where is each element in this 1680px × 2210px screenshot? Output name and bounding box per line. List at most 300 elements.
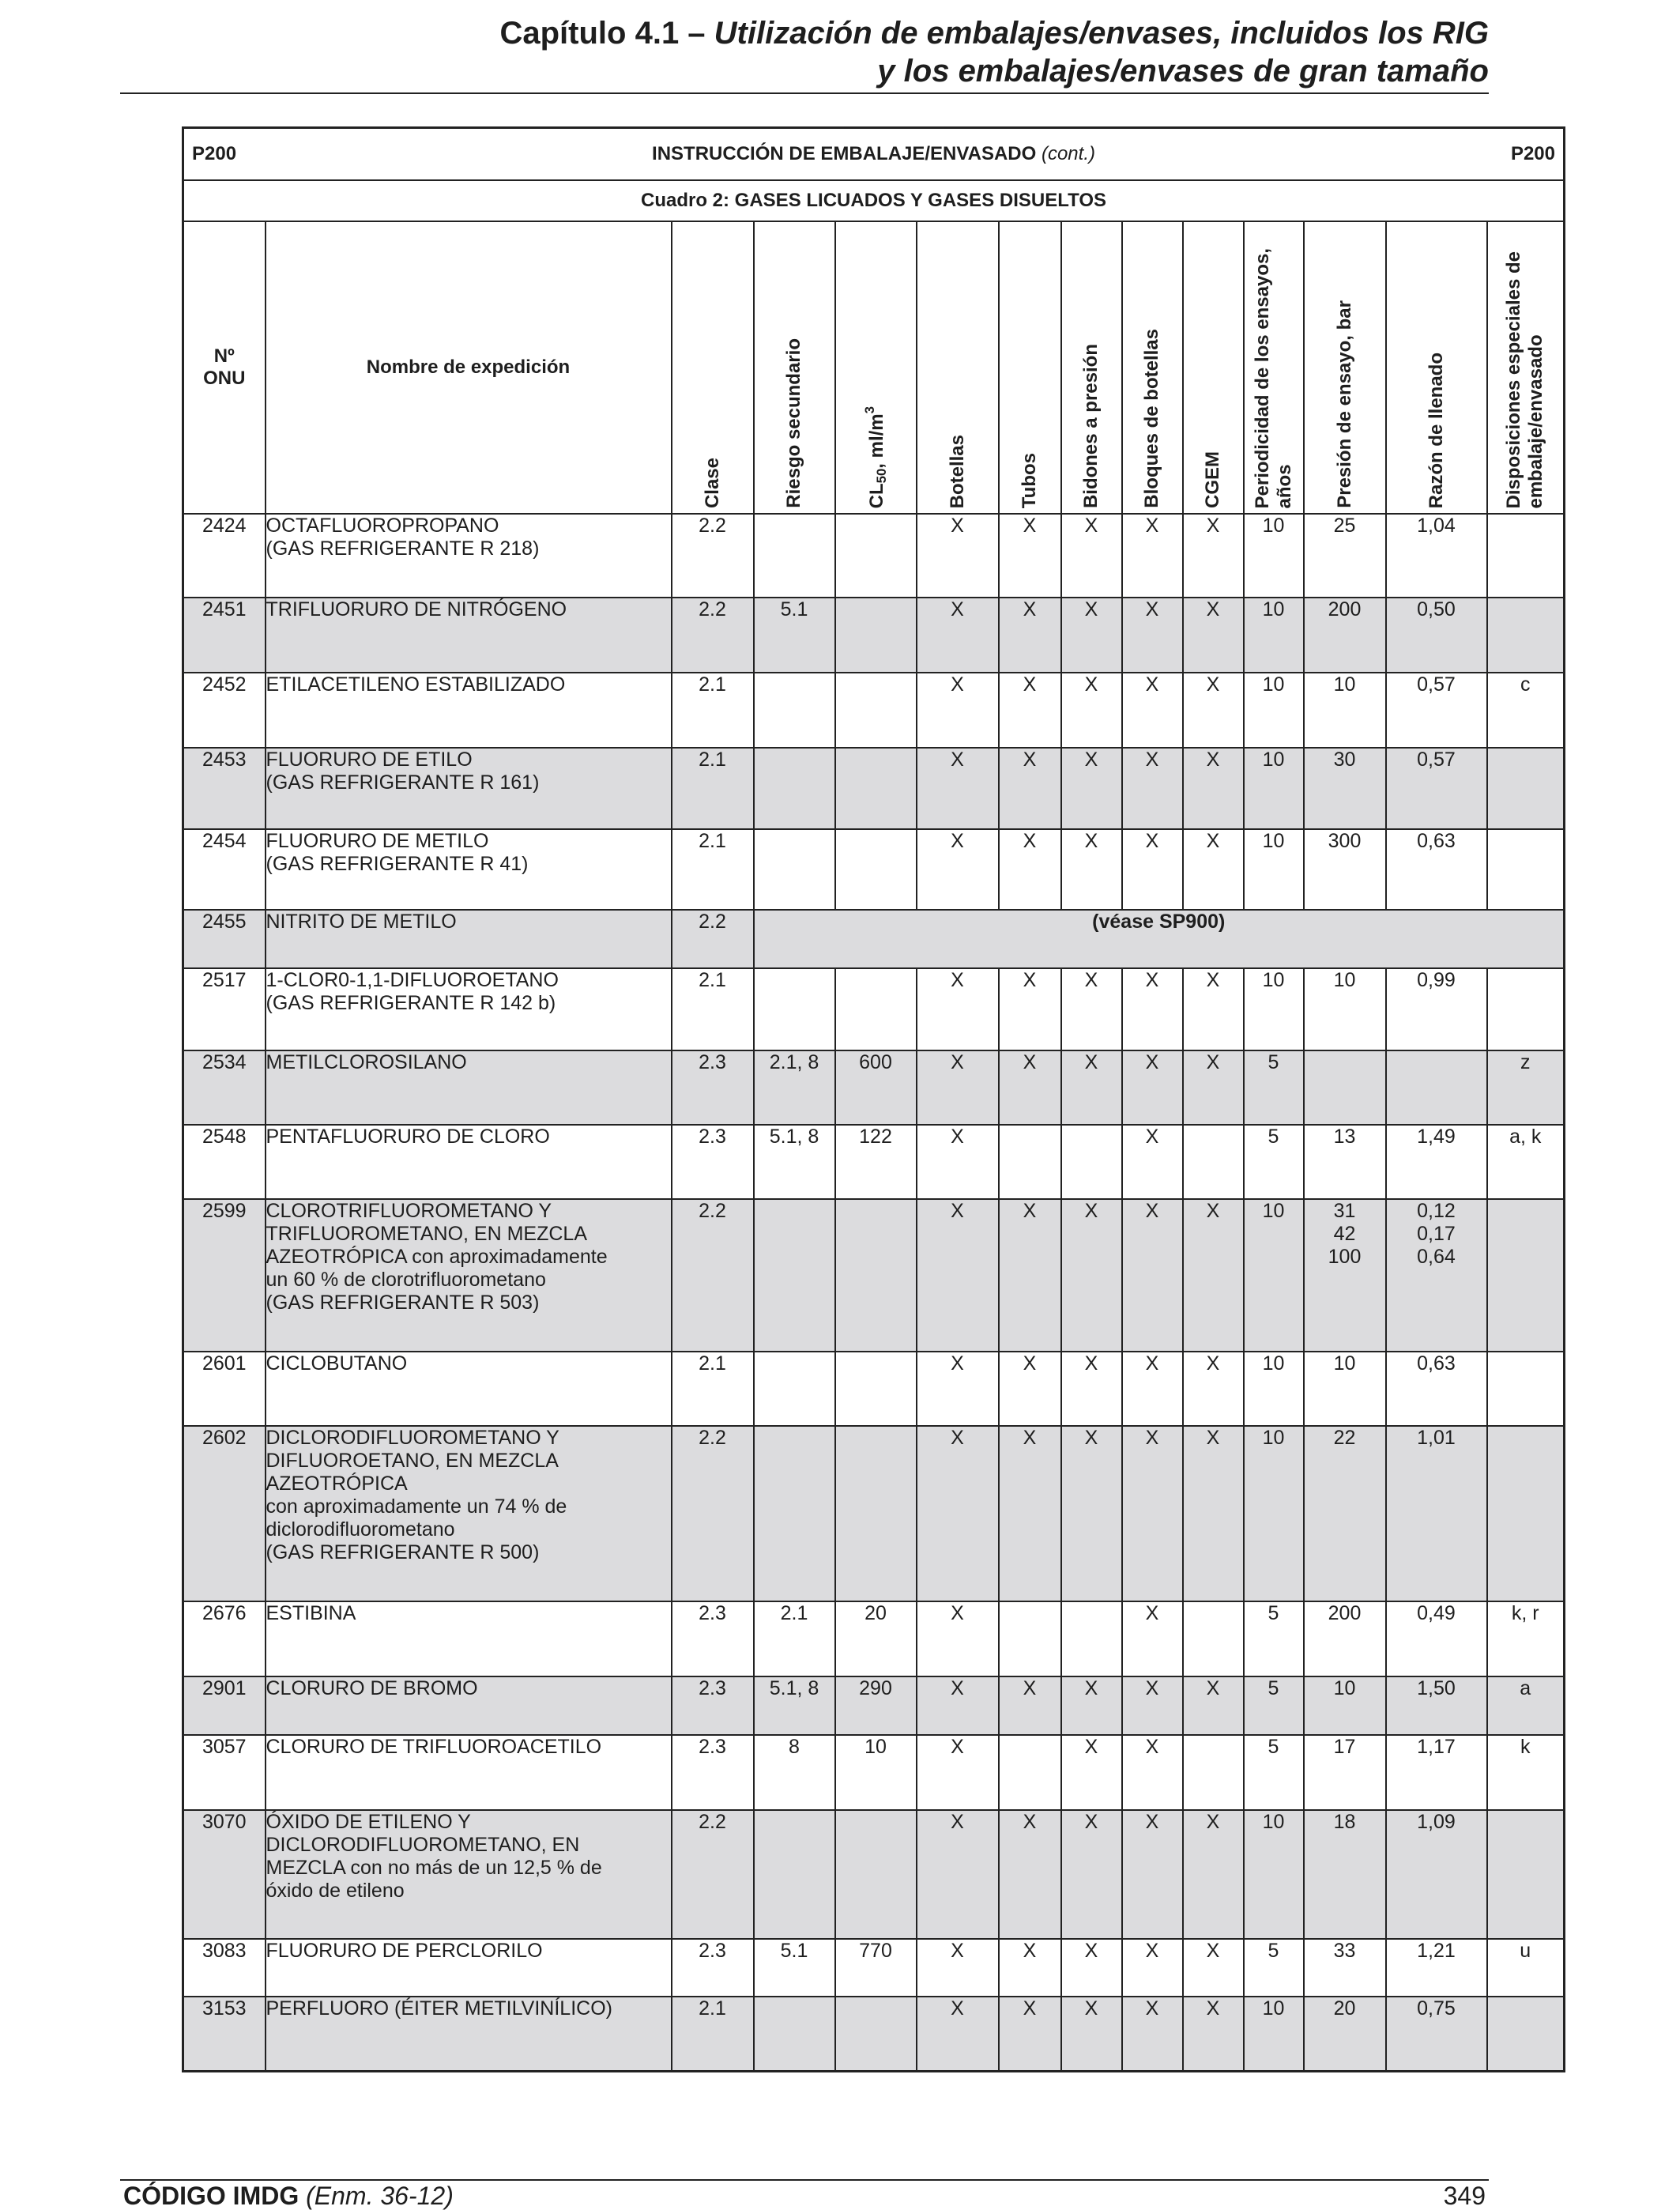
cell-disposiciones: a: [1487, 1676, 1565, 1735]
cell-onu: 2453: [183, 748, 266, 829]
cell-clase: 2.2: [672, 598, 754, 673]
cell-tubos: X: [999, 1676, 1061, 1735]
cell-botellas: X: [917, 1601, 999, 1676]
cell-periodicidad: 10: [1244, 1810, 1304, 1939]
cell-cgem: X: [1183, 1050, 1244, 1125]
cell-bloques: X: [1122, 1426, 1183, 1601]
cell-nombre: ETILACETILENO ESTABILIZADO: [266, 673, 672, 748]
cell-nombre: DICLORODIFLUOROMETANO Y DIFLUOROETANO, EN MEZCLA AZEOTRÓPICA con aproximadamente un 74 % de diclorodifluorometano (GAS REFRIGERANTE R 500): [266, 1426, 672, 1601]
cell-bidones: X: [1061, 1810, 1122, 1939]
cell-bidones: X: [1061, 1939, 1122, 1997]
cell-cl50: 770: [835, 1939, 917, 1997]
cell-riesgo: [754, 1352, 835, 1426]
cell-riesgo: [754, 1426, 835, 1601]
cell-cgem: X: [1183, 1199, 1244, 1352]
cell-clase: 2.2: [672, 1810, 754, 1939]
cell-botellas: X: [917, 673, 999, 748]
header-onu: Nº ONU: [183, 221, 266, 514]
cell-razon: 0,63: [1386, 1352, 1487, 1426]
table-row: [183, 1199, 1565, 1352]
header-bloques: [1122, 221, 1183, 514]
cell-bidones: [1061, 1125, 1122, 1199]
cell-clase: 2.1: [672, 968, 754, 1050]
cell-botellas: X: [917, 1810, 999, 1939]
cell-presion: 10: [1304, 1352, 1386, 1426]
title-rule: [120, 92, 1489, 94]
header-row: [183, 221, 1565, 514]
cell-clase: 2.2: [672, 514, 754, 598]
cell-nombre: FLUORURO DE METILO (GAS REFRIGERANTE R 41): [266, 829, 672, 910]
header-cgem-text: CGEM: [1202, 451, 1223, 508]
cell-onu: 2676: [183, 1601, 266, 1676]
cell-periodicidad: 5: [1244, 1125, 1304, 1199]
cell-riesgo: 5.1: [754, 598, 835, 673]
cell-bidones: X: [1061, 514, 1122, 598]
cell-nombre: METILCLOROSILANO: [266, 1050, 672, 1125]
header-nombre: Nombre de expedición: [266, 221, 672, 514]
cell-clase: 2.2: [672, 910, 754, 968]
chapter-title-line-2: y los embalajes/envases de gran tamaño: [877, 54, 1489, 89]
cell-cl50: [835, 829, 917, 910]
cell-nombre: PERFLUORO (ÉITER METILVINÍLICO): [266, 1997, 672, 2071]
cell-tubos: X: [999, 1810, 1061, 1939]
cell-riesgo: [754, 673, 835, 748]
cell-razon: 0,75: [1386, 1997, 1487, 2071]
cell-cgem: [1183, 1601, 1244, 1676]
header-bidones-text: Bidones a presión: [1080, 343, 1102, 508]
cell-periodicidad: 10: [1244, 829, 1304, 910]
cell-onu: 2534: [183, 1050, 266, 1125]
cell-cgem: X: [1183, 1997, 1244, 2071]
cell-bloques: X: [1122, 1125, 1183, 1199]
cell-riesgo: [754, 1810, 835, 1939]
cell-bidones: X: [1061, 1676, 1122, 1735]
cell-botellas: X: [917, 514, 999, 598]
header-razon: [1386, 221, 1487, 514]
cell-bidones: X: [1061, 1426, 1122, 1601]
cell-cgem: X: [1183, 748, 1244, 829]
cell-disposiciones: [1487, 748, 1565, 829]
header-clase-text: Clase: [701, 457, 723, 508]
cell-disposiciones: c: [1487, 673, 1565, 748]
cell-nombre: OCTAFLUOROPROPANO (GAS REFRIGERANTE R 218): [266, 514, 672, 598]
cell-periodicidad: 10: [1244, 748, 1304, 829]
cell-botellas: X: [917, 748, 999, 829]
table-row: [183, 748, 1565, 829]
cell-periodicidad: 10: [1244, 514, 1304, 598]
cell-cl50: [835, 598, 917, 673]
banner-cell: [183, 128, 1565, 181]
cell-bloques: X: [1122, 1050, 1183, 1125]
cell-onu: 2548: [183, 1125, 266, 1199]
cell-disposiciones: [1487, 1199, 1565, 1352]
cell-disposiciones: [1487, 1810, 1565, 1939]
banner-row: [183, 128, 1565, 181]
cell-bidones: X: [1061, 968, 1122, 1050]
cell-nombre: PENTAFLUORURO DE CLORO: [266, 1125, 672, 1199]
cell-bloques: X: [1122, 1939, 1183, 1997]
cell-disposiciones: k: [1487, 1735, 1565, 1810]
cell-riesgo: 5.1: [754, 1939, 835, 1997]
footer-code: [123, 2182, 454, 2210]
cell-disposiciones: [1487, 968, 1565, 1050]
cell-cl50: [835, 1426, 917, 1601]
cell-razon: 0,63: [1386, 829, 1487, 910]
cell-riesgo: 5.1, 8: [754, 1676, 835, 1735]
cell-bloques: X: [1122, 1676, 1183, 1735]
cell-clase: 2.3: [672, 1735, 754, 1810]
cell-cgem: X: [1183, 598, 1244, 673]
cell-periodicidad: 5: [1244, 1050, 1304, 1125]
cell-presion: 10: [1304, 968, 1386, 1050]
cell-periodicidad: 5: [1244, 1735, 1304, 1810]
cell-bidones: X: [1061, 673, 1122, 748]
table-row: [183, 1601, 1565, 1676]
table-row: [183, 1939, 1565, 1997]
header-cl50: [835, 221, 917, 514]
header-presion-text: Presión de ensayo, bar: [1333, 300, 1355, 508]
cell-onu: 3083: [183, 1939, 266, 1997]
table-row: [183, 673, 1565, 748]
cell-botellas: X: [917, 1939, 999, 1997]
cell-nombre: TRIFLUORURO DE NITRÓGENO: [266, 598, 672, 673]
table-row: [183, 1125, 1565, 1199]
header-riesgo: [754, 221, 835, 514]
page-number: 349: [1443, 2182, 1486, 2210]
cell-razon: 1,09: [1386, 1810, 1487, 1939]
cell-disposiciones: u: [1487, 1939, 1565, 1997]
cell-riesgo: [754, 514, 835, 598]
cell-onu: 2601: [183, 1352, 266, 1426]
cell-nombre: NITRITO DE METILO: [266, 910, 672, 968]
cell-razon: 0,12 0,17 0,64: [1386, 1199, 1487, 1352]
cell-botellas: X: [917, 1352, 999, 1426]
header-disposiciones: [1487, 221, 1565, 514]
cell-riesgo: [754, 1199, 835, 1352]
cell-cgem: X: [1183, 1676, 1244, 1735]
cell-periodicidad: 10: [1244, 968, 1304, 1050]
cell-clase: 2.3: [672, 1676, 754, 1735]
instruction-title: [652, 143, 1095, 165]
cell-clase: 2.1: [672, 1997, 754, 2071]
cell-bidones: X: [1061, 1735, 1122, 1810]
cell-bidones: X: [1061, 829, 1122, 910]
cell-riesgo: 2.1: [754, 1601, 835, 1676]
table-row: [183, 514, 1565, 598]
cell-razon: 1,50: [1386, 1676, 1487, 1735]
cell-razon: 1,17: [1386, 1735, 1487, 1810]
table-row: [183, 968, 1565, 1050]
cell-cgem: X: [1183, 1352, 1244, 1426]
cell-presion: 18: [1304, 1810, 1386, 1939]
cell-razon: 0,99: [1386, 968, 1487, 1050]
cell-razon: 1,01: [1386, 1426, 1487, 1601]
cell-tubos: X: [999, 1199, 1061, 1352]
cell-tubos: X: [999, 748, 1061, 829]
cell-bloques: X: [1122, 829, 1183, 910]
cell-cl50: [835, 968, 917, 1050]
cell-nombre: FLUORURO DE PERCLORILO: [266, 1939, 672, 1997]
cell-bloques: X: [1122, 1352, 1183, 1426]
cell-riesgo: 2.1, 8: [754, 1050, 835, 1125]
cell-tubos: X: [999, 1050, 1061, 1125]
cell-presion: 13: [1304, 1125, 1386, 1199]
instruction-title-cont: (cont.): [1041, 143, 1095, 164]
cell-onu: 2602: [183, 1426, 266, 1601]
cell-clase: 2.2: [672, 1199, 754, 1352]
cell-bidones: X: [1061, 748, 1122, 829]
cell-cl50: [835, 1997, 917, 2071]
cell-clase: 2.3: [672, 1125, 754, 1199]
cell-onu: 2424: [183, 514, 266, 598]
table-row: [183, 829, 1565, 910]
cell-disposiciones: [1487, 598, 1565, 673]
header-periodicidad: [1244, 221, 1304, 514]
cell-bidones: X: [1061, 1199, 1122, 1352]
cell-onu: 2517: [183, 968, 266, 1050]
cell-botellas: X: [917, 598, 999, 673]
cell-see-sp900: (véase SP900): [754, 910, 1565, 968]
cell-nombre: ESTIBINA: [266, 1601, 672, 1676]
cell-cgem: X: [1183, 514, 1244, 598]
header-tubos: [999, 221, 1061, 514]
table-row: [183, 1426, 1565, 1601]
cell-botellas: X: [917, 1426, 999, 1601]
cell-cl50: 290: [835, 1676, 917, 1735]
cell-botellas: X: [917, 1735, 999, 1810]
header-botellas-text: Botellas: [946, 434, 968, 508]
cell-bloques: X: [1122, 673, 1183, 748]
cell-razon: 0,57: [1386, 748, 1487, 829]
cell-onu: 2452: [183, 673, 266, 748]
cell-nombre: CLORURO DE TRIFLUOROACETILO: [266, 1735, 672, 1810]
cell-riesgo: 8: [754, 1735, 835, 1810]
cell-tubos: X: [999, 1997, 1061, 2071]
cell-cl50: [835, 748, 917, 829]
cell-bidones: X: [1061, 1050, 1122, 1125]
cuadro-title: Cuadro 2: GASES LICUADOS Y GASES DISUELTOS: [183, 180, 1565, 221]
cell-tubos: X: [999, 1939, 1061, 1997]
cell-clase: 2.1: [672, 829, 754, 910]
cell-presion: 300: [1304, 829, 1386, 910]
table-row: [183, 1352, 1565, 1426]
cuadro-row: [183, 180, 1565, 221]
header-razon-text: Razón de llenado: [1425, 352, 1447, 508]
cell-cgem: X: [1183, 673, 1244, 748]
header-presion: [1304, 221, 1386, 514]
cell-cgem: X: [1183, 829, 1244, 910]
table-row: [183, 1810, 1565, 1939]
cell-tubos: X: [999, 1352, 1061, 1426]
cell-disposiciones: z: [1487, 1050, 1565, 1125]
cell-periodicidad: 10: [1244, 1199, 1304, 1352]
cell-bloques: X: [1122, 514, 1183, 598]
cell-cl50: [835, 1352, 917, 1426]
cell-razon: 1,21: [1386, 1939, 1487, 1997]
cell-onu: 3057: [183, 1735, 266, 1810]
cell-presion: 200: [1304, 1601, 1386, 1676]
cell-presion: 200: [1304, 598, 1386, 673]
header-botellas: [917, 221, 999, 514]
cell-onu: 2451: [183, 598, 266, 673]
header-clase: [672, 221, 754, 514]
cell-presion: 17: [1304, 1735, 1386, 1810]
cell-clase: 2.3: [672, 1939, 754, 1997]
cell-disposiciones: a, k: [1487, 1125, 1565, 1199]
cell-cl50: 10: [835, 1735, 917, 1810]
footer-code-name: CÓDIGO IMDG: [123, 2182, 307, 2210]
cell-razon: 1,04: [1386, 514, 1487, 598]
header-bloques-text: Bloques de botellas: [1141, 329, 1162, 508]
cell-cgem: X: [1183, 1810, 1244, 1939]
table-row: [183, 598, 1565, 673]
cell-periodicidad: 5: [1244, 1939, 1304, 1997]
cell-nombre: CICLOBUTANO: [266, 1352, 672, 1426]
cell-clase: 2.3: [672, 1601, 754, 1676]
cell-botellas: X: [917, 1050, 999, 1125]
footer-rule: [120, 2179, 1489, 2181]
header-bidones: [1061, 221, 1122, 514]
cell-cl50: 122: [835, 1125, 917, 1199]
cell-clase: 2.1: [672, 673, 754, 748]
instruction-title-text: INSTRUCCIÓN DE EMBALAJE/ENVASADO: [652, 143, 1042, 164]
cell-cl50: [835, 1810, 917, 1939]
cell-presion: 25: [1304, 514, 1386, 598]
cell-cgem: [1183, 1125, 1244, 1199]
cell-razon: [1386, 1050, 1487, 1125]
cell-cgem: [1183, 1735, 1244, 1810]
header-disposiciones-text: Disposiciones especiales de embalaje/envasado: [1503, 251, 1547, 508]
cell-botellas: X: [917, 1199, 999, 1352]
cell-tubos: [999, 1735, 1061, 1810]
cell-onu: 3070: [183, 1810, 266, 1939]
header-periodicidad-text: Periodicidad de los ensayos, años: [1251, 247, 1295, 508]
cell-cl50: [835, 1199, 917, 1352]
cell-bidones: X: [1061, 1352, 1122, 1426]
cell-disposiciones: [1487, 514, 1565, 598]
cell-riesgo: 5.1, 8: [754, 1125, 835, 1199]
header-cl50-text: $CL_{50}$, $ml/m^3$: [861, 405, 889, 508]
chapter-prefix: Capítulo 4.1 –: [499, 16, 714, 51]
cell-razon: 0,50: [1386, 598, 1487, 673]
cell-onu: 2901: [183, 1676, 266, 1735]
table-row: [183, 1050, 1565, 1125]
cell-presion: 33: [1304, 1939, 1386, 1997]
cell-tubos: X: [999, 514, 1061, 598]
cell-clase: 2.2: [672, 1426, 754, 1601]
cell-bloques: X: [1122, 1601, 1183, 1676]
cell-tubos: X: [999, 1426, 1061, 1601]
cell-bloques: X: [1122, 748, 1183, 829]
table-row: [183, 1676, 1565, 1735]
cell-riesgo: [754, 1997, 835, 2071]
instruction-code-right: P200: [1510, 143, 1556, 164]
cell-nombre: CLOROTRIFLUOROMETANO Y TRIFLUOROMETANO, EN MEZCLA AZEOTRÓPICA con aproximadamente un 60 % de clorotrifluorometano (GAS REFRIGERANTE R 503): [266, 1199, 672, 1352]
header-riesgo-text: Riesgo secundario: [783, 338, 804, 508]
chapter-title-text-1: Utilización de embalajes/envases, incluidos los RIG: [714, 16, 1489, 51]
cell-bloques: X: [1122, 1997, 1183, 2071]
cell-presion: 30: [1304, 748, 1386, 829]
cell-presion: 22: [1304, 1426, 1386, 1601]
cell-bloques: X: [1122, 968, 1183, 1050]
header-tubos-text: Tubos: [1019, 452, 1040, 508]
cell-cl50: [835, 673, 917, 748]
cell-periodicidad: 10: [1244, 1997, 1304, 2071]
cell-bloques: X: [1122, 1735, 1183, 1810]
cell-presion: [1304, 1050, 1386, 1125]
cell-bidones: X: [1061, 598, 1122, 673]
cell-botellas: X: [917, 1997, 999, 2071]
cell-cl50: 20: [835, 1601, 917, 1676]
cell-bloques: X: [1122, 1810, 1183, 1939]
cell-nombre: 1-CLOR0-1,1-DIFLUOROETANO (GAS REFRIGERANTE R 142 b): [266, 968, 672, 1050]
cell-periodicidad: 10: [1244, 1426, 1304, 1601]
header-cgem: [1183, 221, 1244, 514]
table-row: [183, 1997, 1565, 2071]
cell-botellas: X: [917, 829, 999, 910]
cell-periodicidad: 10: [1244, 673, 1304, 748]
cell-periodicidad: 5: [1244, 1601, 1304, 1676]
cell-botellas: X: [917, 1676, 999, 1735]
cell-nombre: FLUORURO DE ETILO (GAS REFRIGERANTE R 161): [266, 748, 672, 829]
cell-riesgo: [754, 829, 835, 910]
cell-tubos: X: [999, 829, 1061, 910]
cell-botellas: X: [917, 968, 999, 1050]
cell-razon: 0,49: [1386, 1601, 1487, 1676]
cell-clase: 2.1: [672, 1352, 754, 1426]
footer-edition: (Enm. 36-12): [306, 2182, 454, 2210]
cell-onu: 2455: [183, 910, 266, 968]
table-row: [183, 1735, 1565, 1810]
cell-riesgo: [754, 748, 835, 829]
cell-periodicidad: 10: [1244, 598, 1304, 673]
cell-disposiciones: [1487, 1352, 1565, 1426]
cell-presion: 20: [1304, 1997, 1386, 2071]
cell-cl50: [835, 514, 917, 598]
cell-bidones: [1061, 1601, 1122, 1676]
cell-clase: 2.1: [672, 748, 754, 829]
cell-presion: 10: [1304, 1676, 1386, 1735]
cell-onu: 2599: [183, 1199, 266, 1352]
cell-presion: 10: [1304, 673, 1386, 748]
cell-tubos: [999, 1125, 1061, 1199]
cell-onu: 2454: [183, 829, 266, 910]
cell-disposiciones: [1487, 1426, 1565, 1601]
cell-bloques: X: [1122, 598, 1183, 673]
table-row: [183, 910, 1565, 968]
cell-nombre: CLORURO DE BROMO: [266, 1676, 672, 1735]
cell-cgem: X: [1183, 968, 1244, 1050]
cell-tubos: [999, 1601, 1061, 1676]
chapter-title: [145, 14, 1489, 90]
cell-botellas: X: [917, 1125, 999, 1199]
cell-tubos: X: [999, 673, 1061, 748]
cell-periodicidad: 10: [1244, 1352, 1304, 1426]
cell-razon: 0,57: [1386, 673, 1487, 748]
instruction-code-left: P200: [192, 143, 237, 164]
cell-presion: 31 42 100: [1304, 1199, 1386, 1352]
cell-cgem: X: [1183, 1939, 1244, 1997]
cell-cgem: X: [1183, 1426, 1244, 1601]
cell-periodicidad: 5: [1244, 1676, 1304, 1735]
cell-disposiciones: k, r: [1487, 1601, 1565, 1676]
cell-onu: 3153: [183, 1997, 266, 2071]
packing-instruction-table: [182, 126, 1565, 2072]
cell-cl50: 600: [835, 1050, 917, 1125]
cell-riesgo: [754, 968, 835, 1050]
cell-disposiciones: [1487, 829, 1565, 910]
cell-bloques: X: [1122, 1199, 1183, 1352]
